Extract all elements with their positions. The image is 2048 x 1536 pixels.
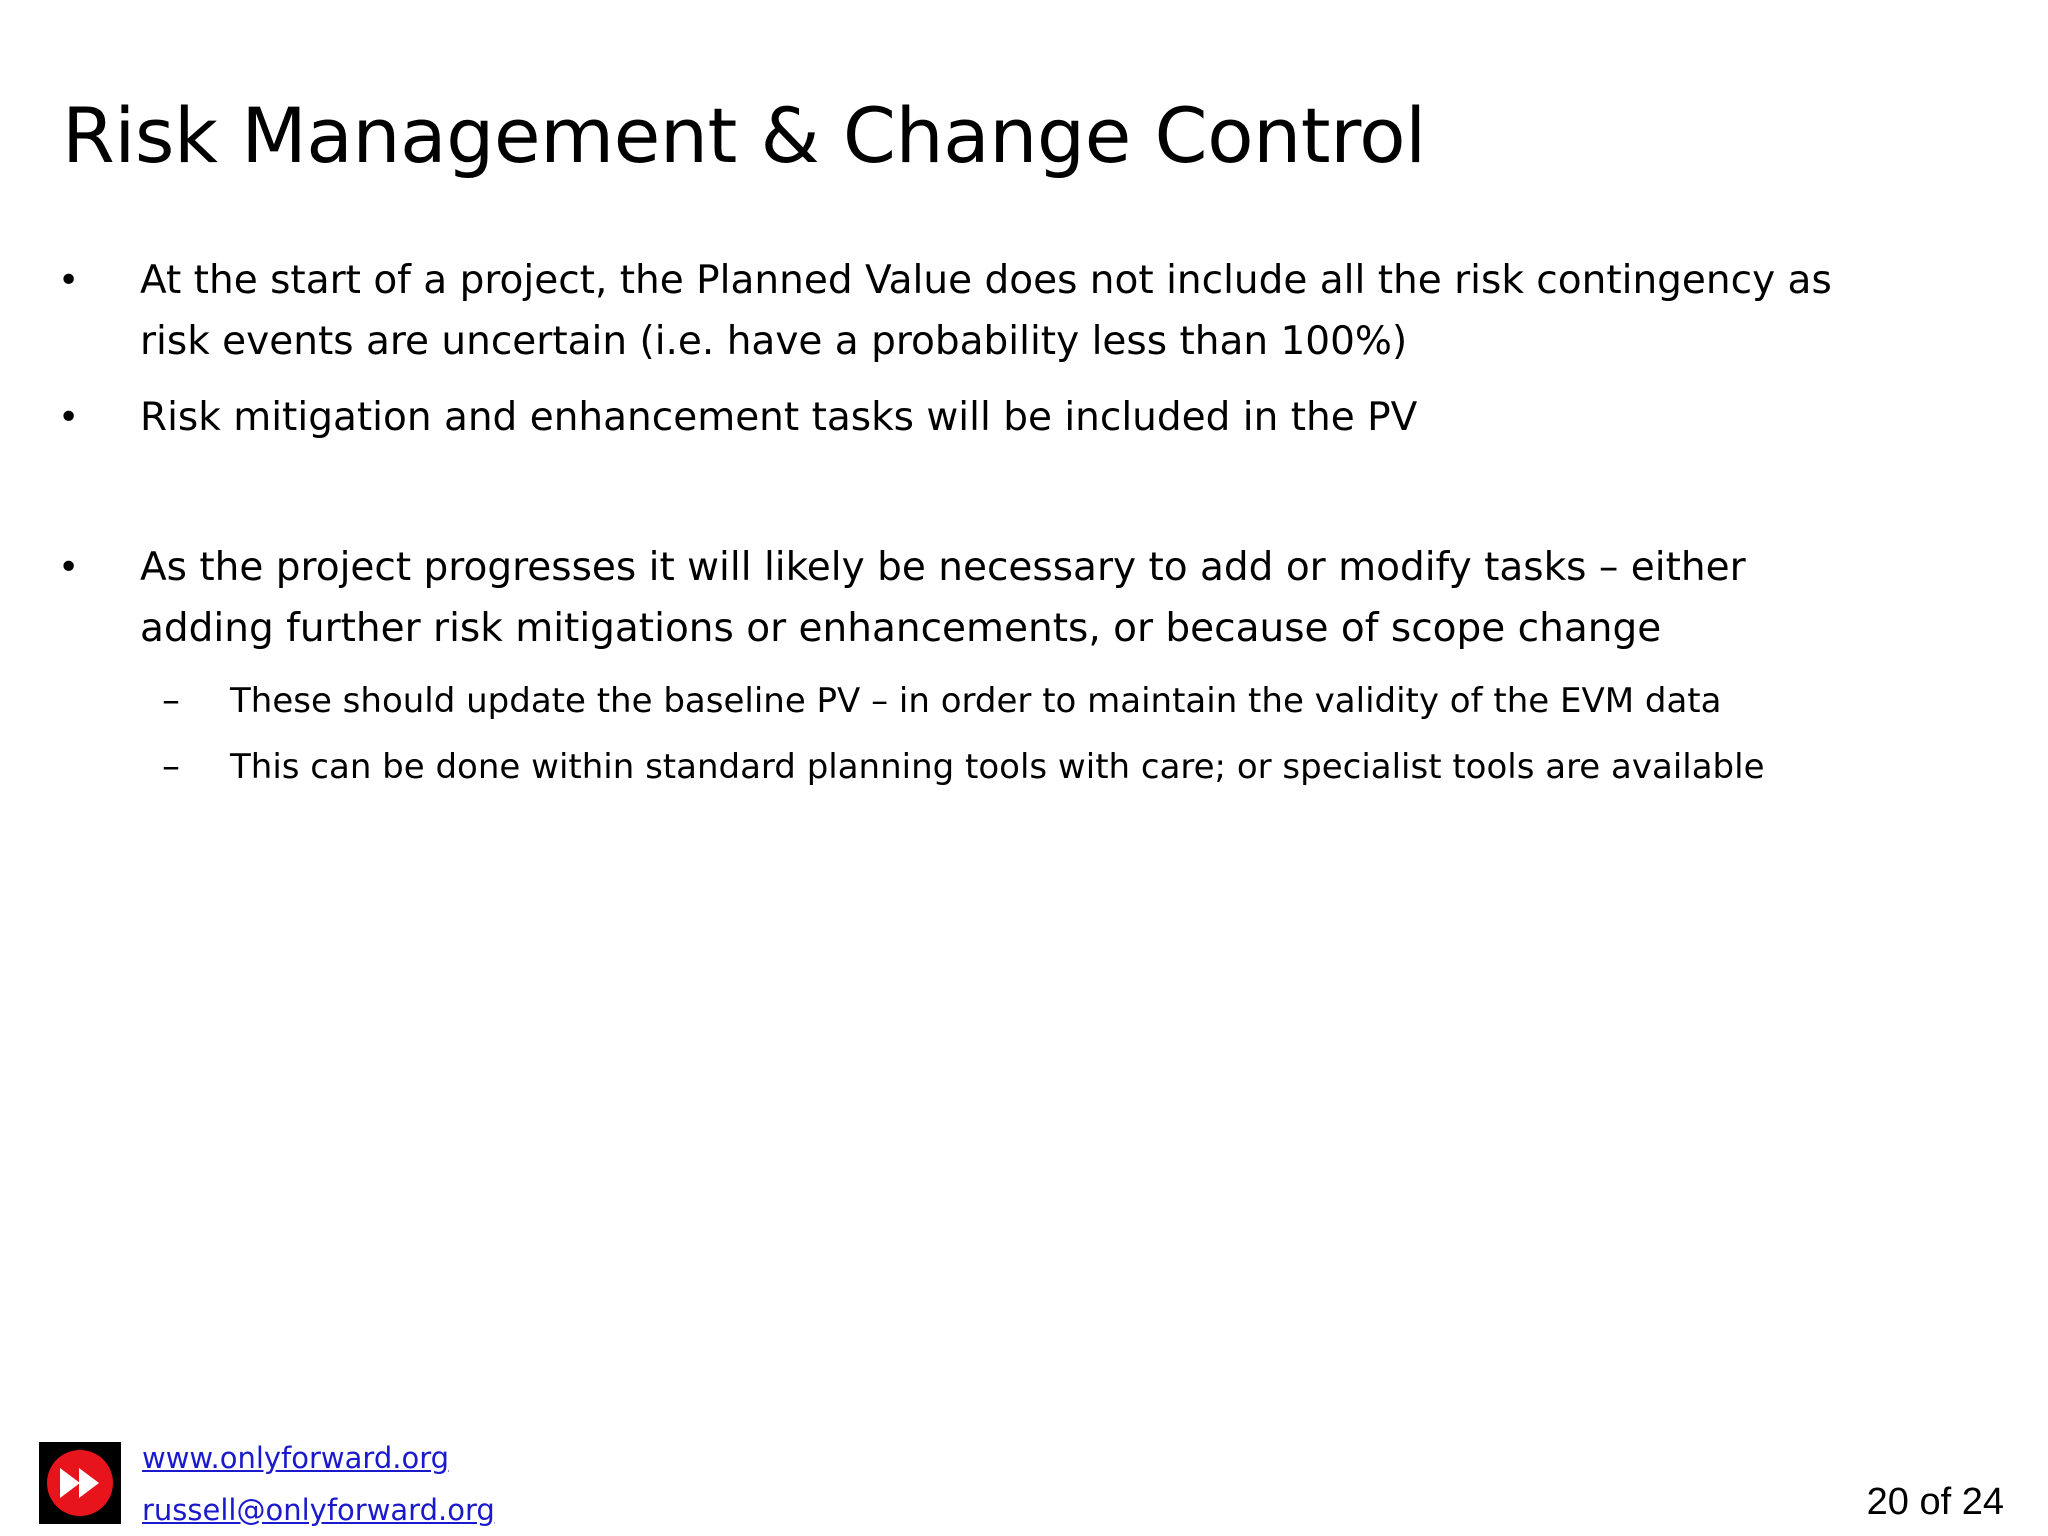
sub-bullet-text: These should update the baseline PV – in order to maintain the validity of the EVM data (230, 681, 1722, 721)
sub-bullet-text: This can be done within standard planning tools with care; or specialist tools are available (230, 747, 1765, 787)
bullet-marker: • (58, 260, 80, 301)
website-link[interactable]: www.onlyforward.org (142, 1441, 450, 1475)
bullet-text-line: adding further risk mitigations or enhancements, or because of scope change (140, 606, 1662, 651)
bullet-text-line: Risk mitigation and enhancement tasks will be included in the PV (140, 395, 1418, 440)
bullet-text-line: At the start of a project, the Planned Value does not include all the risk contingency as (140, 258, 1832, 303)
fast-forward-icon (39, 1442, 121, 1524)
sub-bullet-marker: – (162, 746, 180, 787)
bullet-marker: • (58, 397, 80, 438)
email-link[interactable]: russell@onlyforward.org (142, 1493, 495, 1527)
slide-title: Risk Management & Change Control (62, 91, 1426, 180)
bullet-marker: • (58, 547, 80, 588)
logo-graphic (39, 1442, 121, 1524)
bullet-text-line: As the project progresses it will likely be necessary to add or modify tasks – either (140, 545, 1746, 590)
bullet-text-line: risk events are uncertain (i.e. have a probability less than 100%) (140, 319, 1408, 364)
page-number: 20 of 24 (1866, 1481, 2004, 1523)
sub-bullet-marker: – (162, 680, 180, 721)
